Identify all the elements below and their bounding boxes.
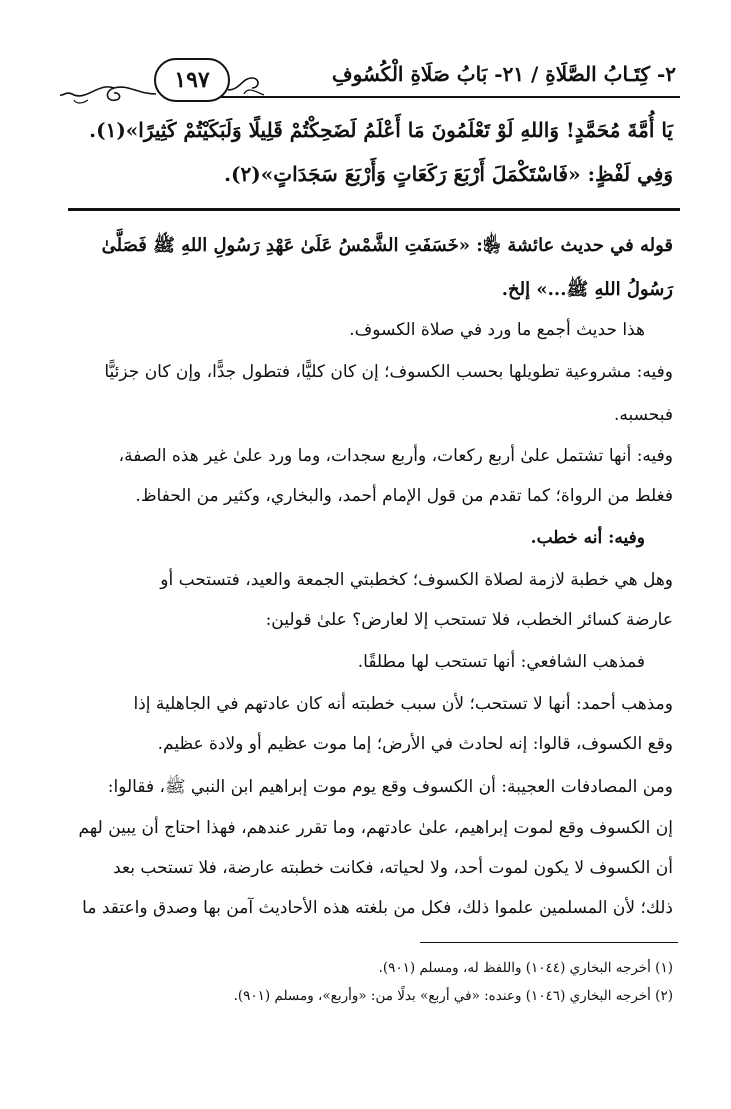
footnote-divider bbox=[420, 942, 678, 943]
header-rule bbox=[198, 96, 680, 98]
paragraph-2-line-2: فبحسبه. bbox=[613, 405, 673, 425]
paragraph-8-line-1: ومن المصادفات العجيبة: أن الكسوف وقع يوم موت إبراهيم ابن النبي ﷺ، فقالوا: bbox=[107, 777, 673, 797]
paragraph-5-line-2: عارضة كسائر الخطب، فلا تستحب إلا لعارض؟ علىٰ قولين: bbox=[265, 610, 673, 630]
paragraph-4: وفيه: أنه خطب. bbox=[530, 528, 645, 548]
paragraph-6: فمذهب الشافعي: أنها تستحب لها مطلقًا. bbox=[357, 652, 645, 672]
section-divider bbox=[68, 208, 680, 211]
paragraph-7-line-1: ومذهب أحمد: أنها لا تستحب؛ لأن سبب خطبته أنه كان عادتهم في الجاهلية إذا bbox=[133, 694, 673, 714]
paragraph-7-line-2: وقع الكسوف، قالوا: إنه لحادث في الأرض؛ إما موت عظيم أو ولادة عظيم. bbox=[157, 734, 673, 754]
paragraph-8-line-3: أن الكسوف لا يكون لموت أحد، ولا لحياته، فكانت خطبته عارضة، فلا تستحب بعد bbox=[113, 858, 673, 878]
hadith-line-2: وَفِي لَفْظٍ: «فَاسْتَكْمَلَ أَرْبَعَ رَكَعَاتٍ وَأَرْبَعَ سَجَدَاتٍ»(٢). bbox=[224, 162, 673, 186]
hadith-line-1: يَا أُمَّةَ مُحَمَّدٍ! وَاللهِ لَوْ تَعْلَمُونَ مَا أَعْلَمُ لَضَحِكْتُمْ قَلِيلًا وَلَبَكَيْتُمْ كَثِيرًا»(١). bbox=[89, 118, 673, 142]
chapter-title: ٢- كِتَـابُ الصَّلَاةِ / ٢١- بَابُ صَلَاةِ الْكُسُوفِ bbox=[331, 62, 676, 86]
commentary-intro-line-1: قوله في حديث عائشة ﵂: «خَسَفَتِ الشَّمْسُ عَلَىٰ عَهْدِ رَسُولِ اللهِ ﷺ فَصَلَّىٰ bbox=[101, 235, 673, 256]
header-ornament-icon bbox=[58, 78, 158, 108]
paragraph-8-line-4: ذلك؛ لأن المسلمين علموا ذلك، فكل من بلغته هذه الأحاديث آمن بها وصدق واعتقد ما bbox=[82, 898, 673, 918]
paragraph-1: هذا حديث أجمع ما ورد في صلاة الكسوف. bbox=[349, 320, 645, 340]
paragraph-2-line-1: وفيه: مشروعية تطويلها بحسب الكسوف؛ إن كان كليًّا، فتطول جدًّا، وإن كان جزئيًّا bbox=[104, 362, 673, 382]
page-number: ١٩٧ bbox=[154, 58, 230, 102]
footnote-1: (١) أخرجه البخاري (١٠٤٤) واللفظ له، ومسلم (٩٠١). bbox=[378, 960, 673, 976]
paragraph-3-line-1: وفيه: أنها تشتمل علىٰ أربع ركعات، وأربع سجدات، وما ورد علىٰ غير هذه الصفة، bbox=[118, 446, 673, 466]
paragraph-3-line-2: فغلط من الرواة؛ كما تقدم من قول الإمام أحمد، والبخاري، وكثير من الحفاظ. bbox=[135, 486, 673, 506]
paragraph-8-line-2: إن الكسوف وقع لموت إبراهيم، علىٰ عادتهم، وما تقرر عندهم، فهذا احتاج أن يبين لهم bbox=[78, 818, 673, 838]
paragraph-5-line-1: وهل هي خطبة لازمة لصلاة الكسوف؛ كخطبتي الجمعة والعيد، فتستحب أو bbox=[160, 570, 673, 590]
footnote-2: (٢) أخرجه البخاري (١٠٤٦) وعنده: «في أربع» بدلًا من: «وأربع»، ومسلم (٩٠١). bbox=[233, 988, 673, 1004]
page-header bbox=[58, 50, 686, 112]
commentary-intro-line-2: رَسُولُ اللهِ ﷺ...» إلخ. bbox=[501, 279, 673, 300]
